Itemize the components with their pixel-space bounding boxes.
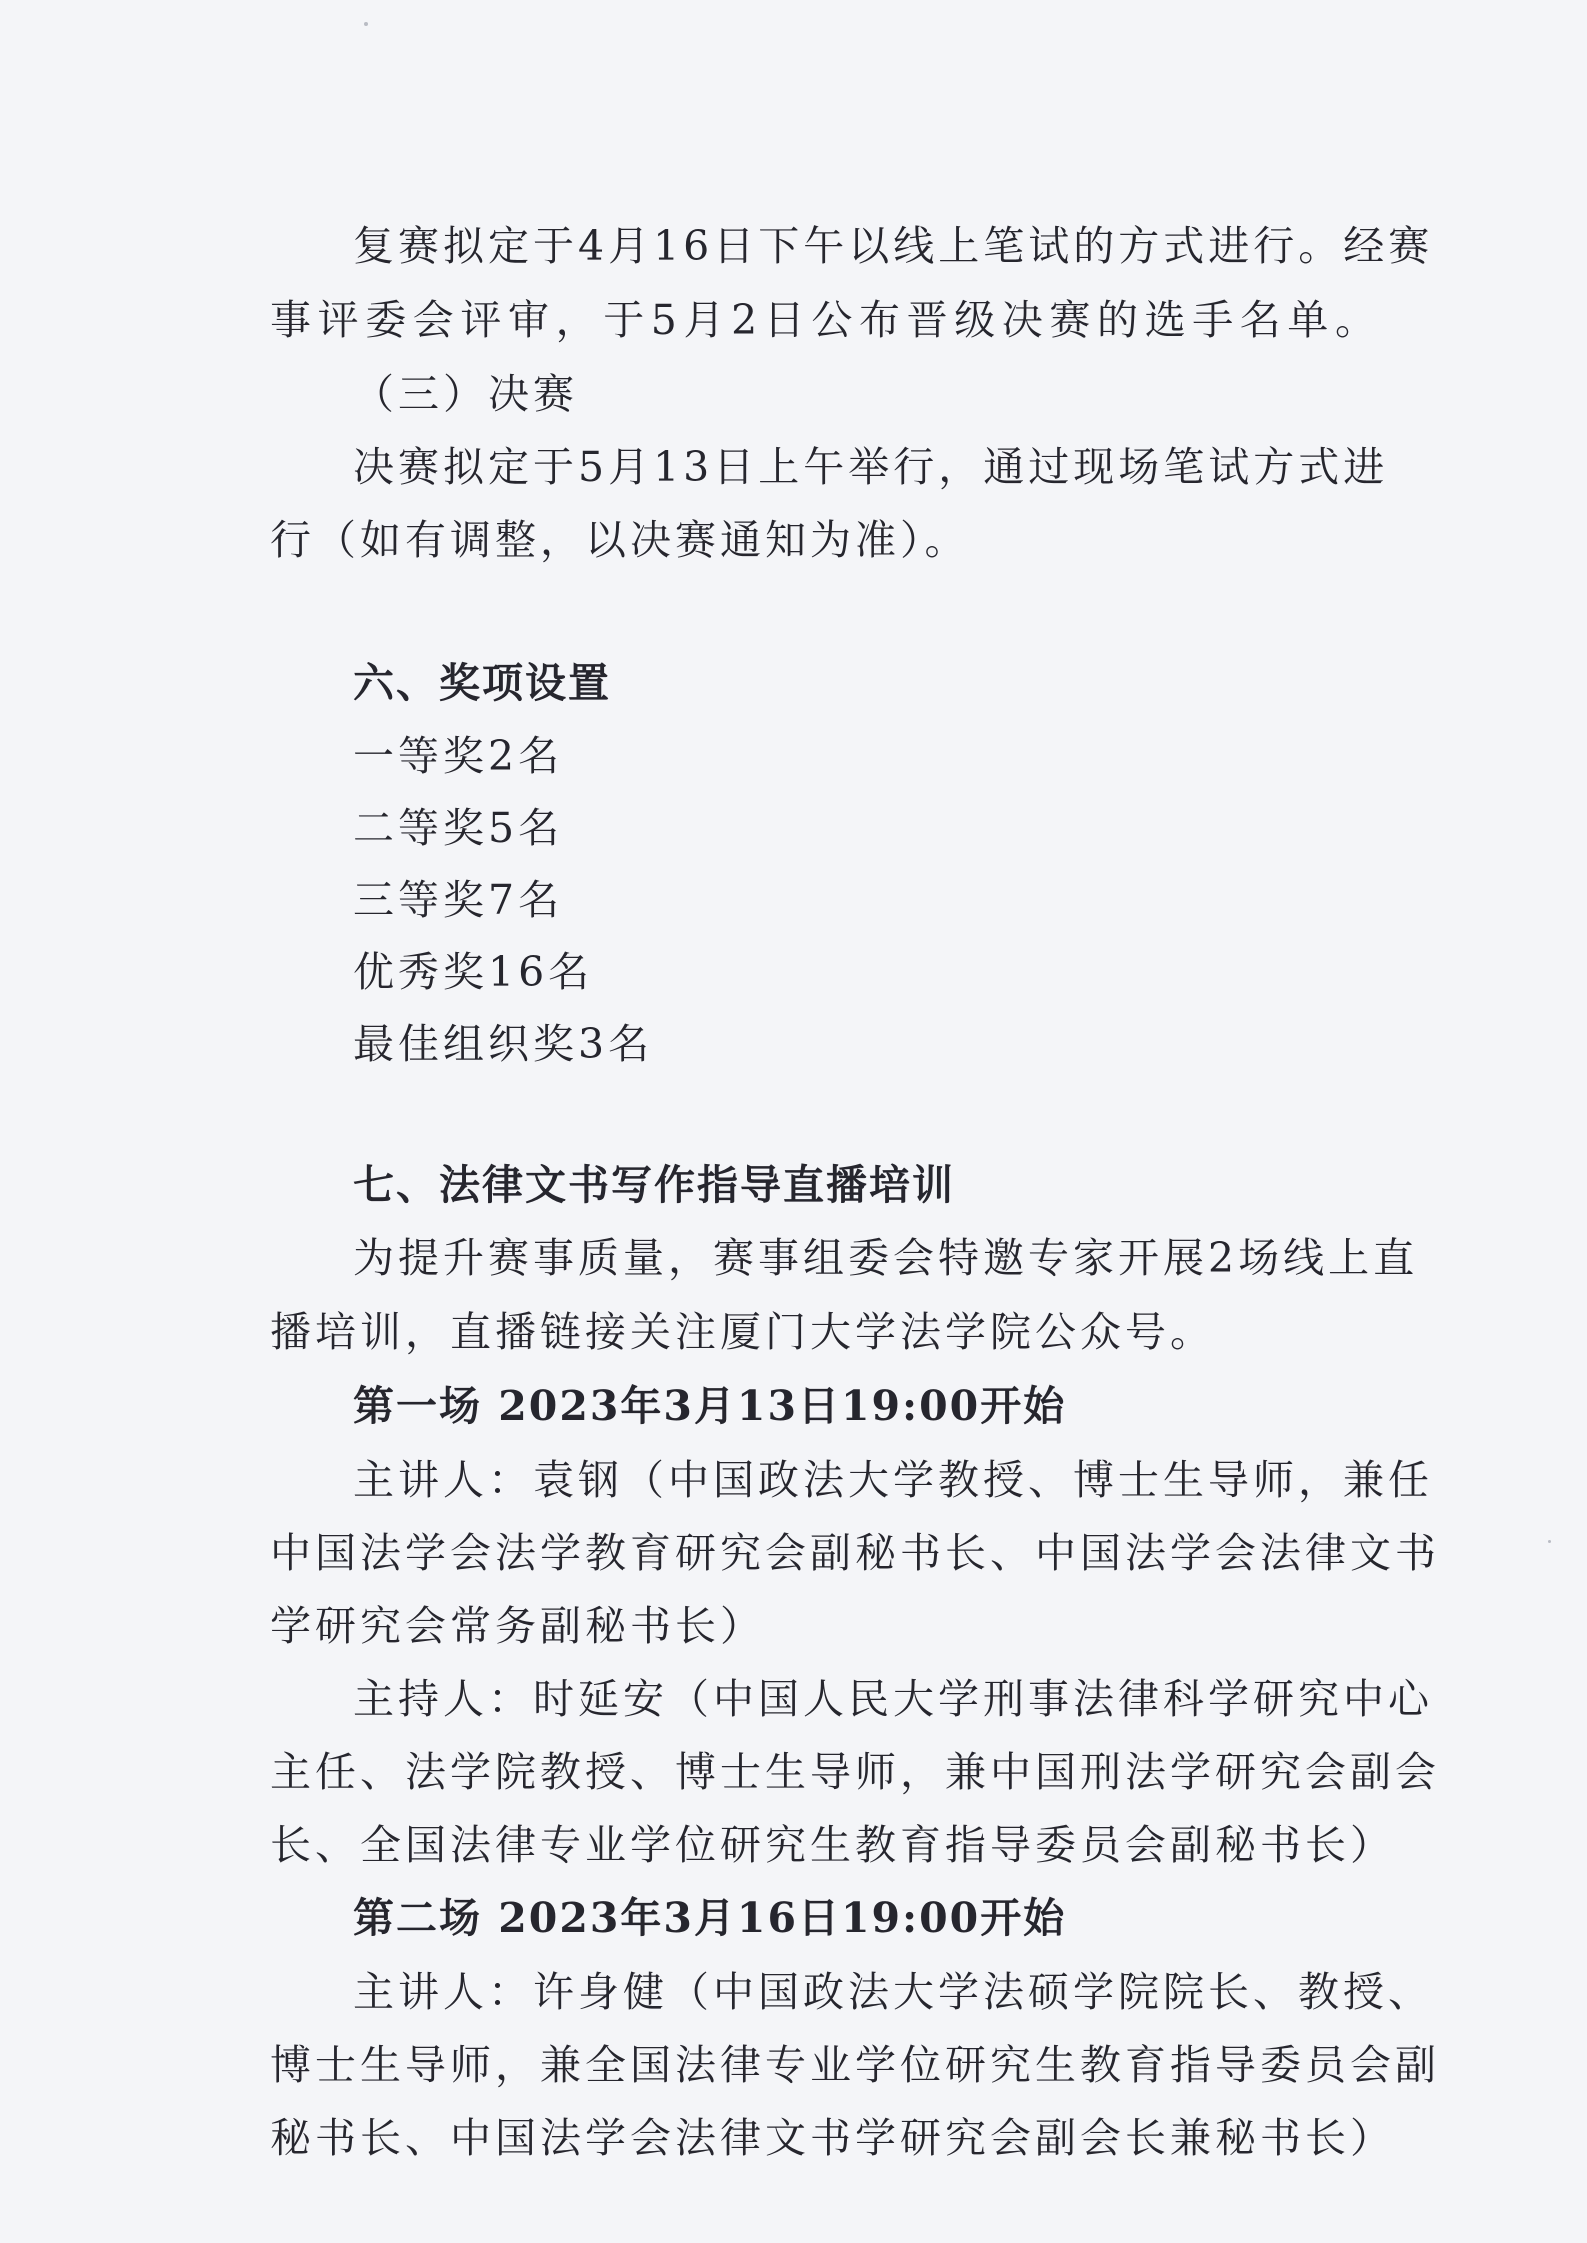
final-line-2: 行（如有调整，以决赛通知为准）。: [270, 516, 970, 564]
final-subheading: （三）决赛: [353, 370, 578, 418]
session-2-title: 第二场 2023年3月16日19:00开始: [353, 1894, 1067, 1942]
award-item-first: 一等奖2名: [353, 732, 564, 780]
awards-heading: 六、奖项设置: [353, 659, 611, 707]
award-item-third: 三等奖7名: [353, 876, 564, 924]
scan-speck: [364, 22, 368, 26]
session-1-host-line-2: 主任、法学院教授、博士生导师，兼中国刑法学研究会副会: [270, 1748, 1440, 1796]
award-item-second: 二等奖5名: [353, 804, 564, 852]
session-1-speaker-line-3: 学研究会常务副秘书长）: [270, 1602, 765, 1650]
award-item-excellence: 优秀奖16名: [353, 948, 594, 996]
session-1-title: 第一场 2023年3月13日19:00开始: [353, 1382, 1067, 1430]
final-line-1: 决赛拟定于5月13日上午举行，通过现场笔试方式进: [353, 443, 1389, 491]
award-item-organization: 最佳组织奖3名: [353, 1020, 654, 1068]
training-intro-line-2: 播培训，直播链接关注厦门大学法学院公众号。: [270, 1308, 1215, 1356]
session-2-speaker-line-3: 秘书长、中国法学会法律文书学研究会副会长兼秘书长）: [270, 2114, 1395, 2162]
session-2-speaker-line-1: 主讲人：许身健（中国政法大学法硕学院院长、教授、: [353, 1968, 1433, 2016]
scan-speck: [1548, 1540, 1551, 1543]
semifinal-line-1: 复赛拟定于4月16日下午以线上笔试的方式进行。经赛: [353, 222, 1434, 270]
training-heading: 七、法律文书写作指导直播培训: [353, 1161, 955, 1209]
session-1-speaker-line-2: 中国法学会法学教育研究会副秘书长、中国法学会法律文书: [270, 1529, 1440, 1577]
session-1-host-line-3: 长、全国法律专业学位研究生教育指导委员会副秘书长）: [270, 1821, 1395, 1869]
session-1-speaker-line-1: 主讲人：袁钢（中国政法大学教授、博士生导师，兼任: [353, 1456, 1433, 1504]
training-intro-line-1: 为提升赛事质量，赛事组委会特邀专家开展2场线上直: [353, 1234, 1419, 1282]
semifinal-line-2: 事评委会评审，于5月2日公布晋级决赛的选手名单。: [270, 296, 1380, 344]
session-1-host-line-1: 主持人：时延安（中国人民大学刑事法律科学研究中心: [353, 1675, 1433, 1723]
session-2-speaker-line-2: 博士生导师，兼全国法律专业学位研究生教育指导委员会副: [270, 2041, 1440, 2089]
